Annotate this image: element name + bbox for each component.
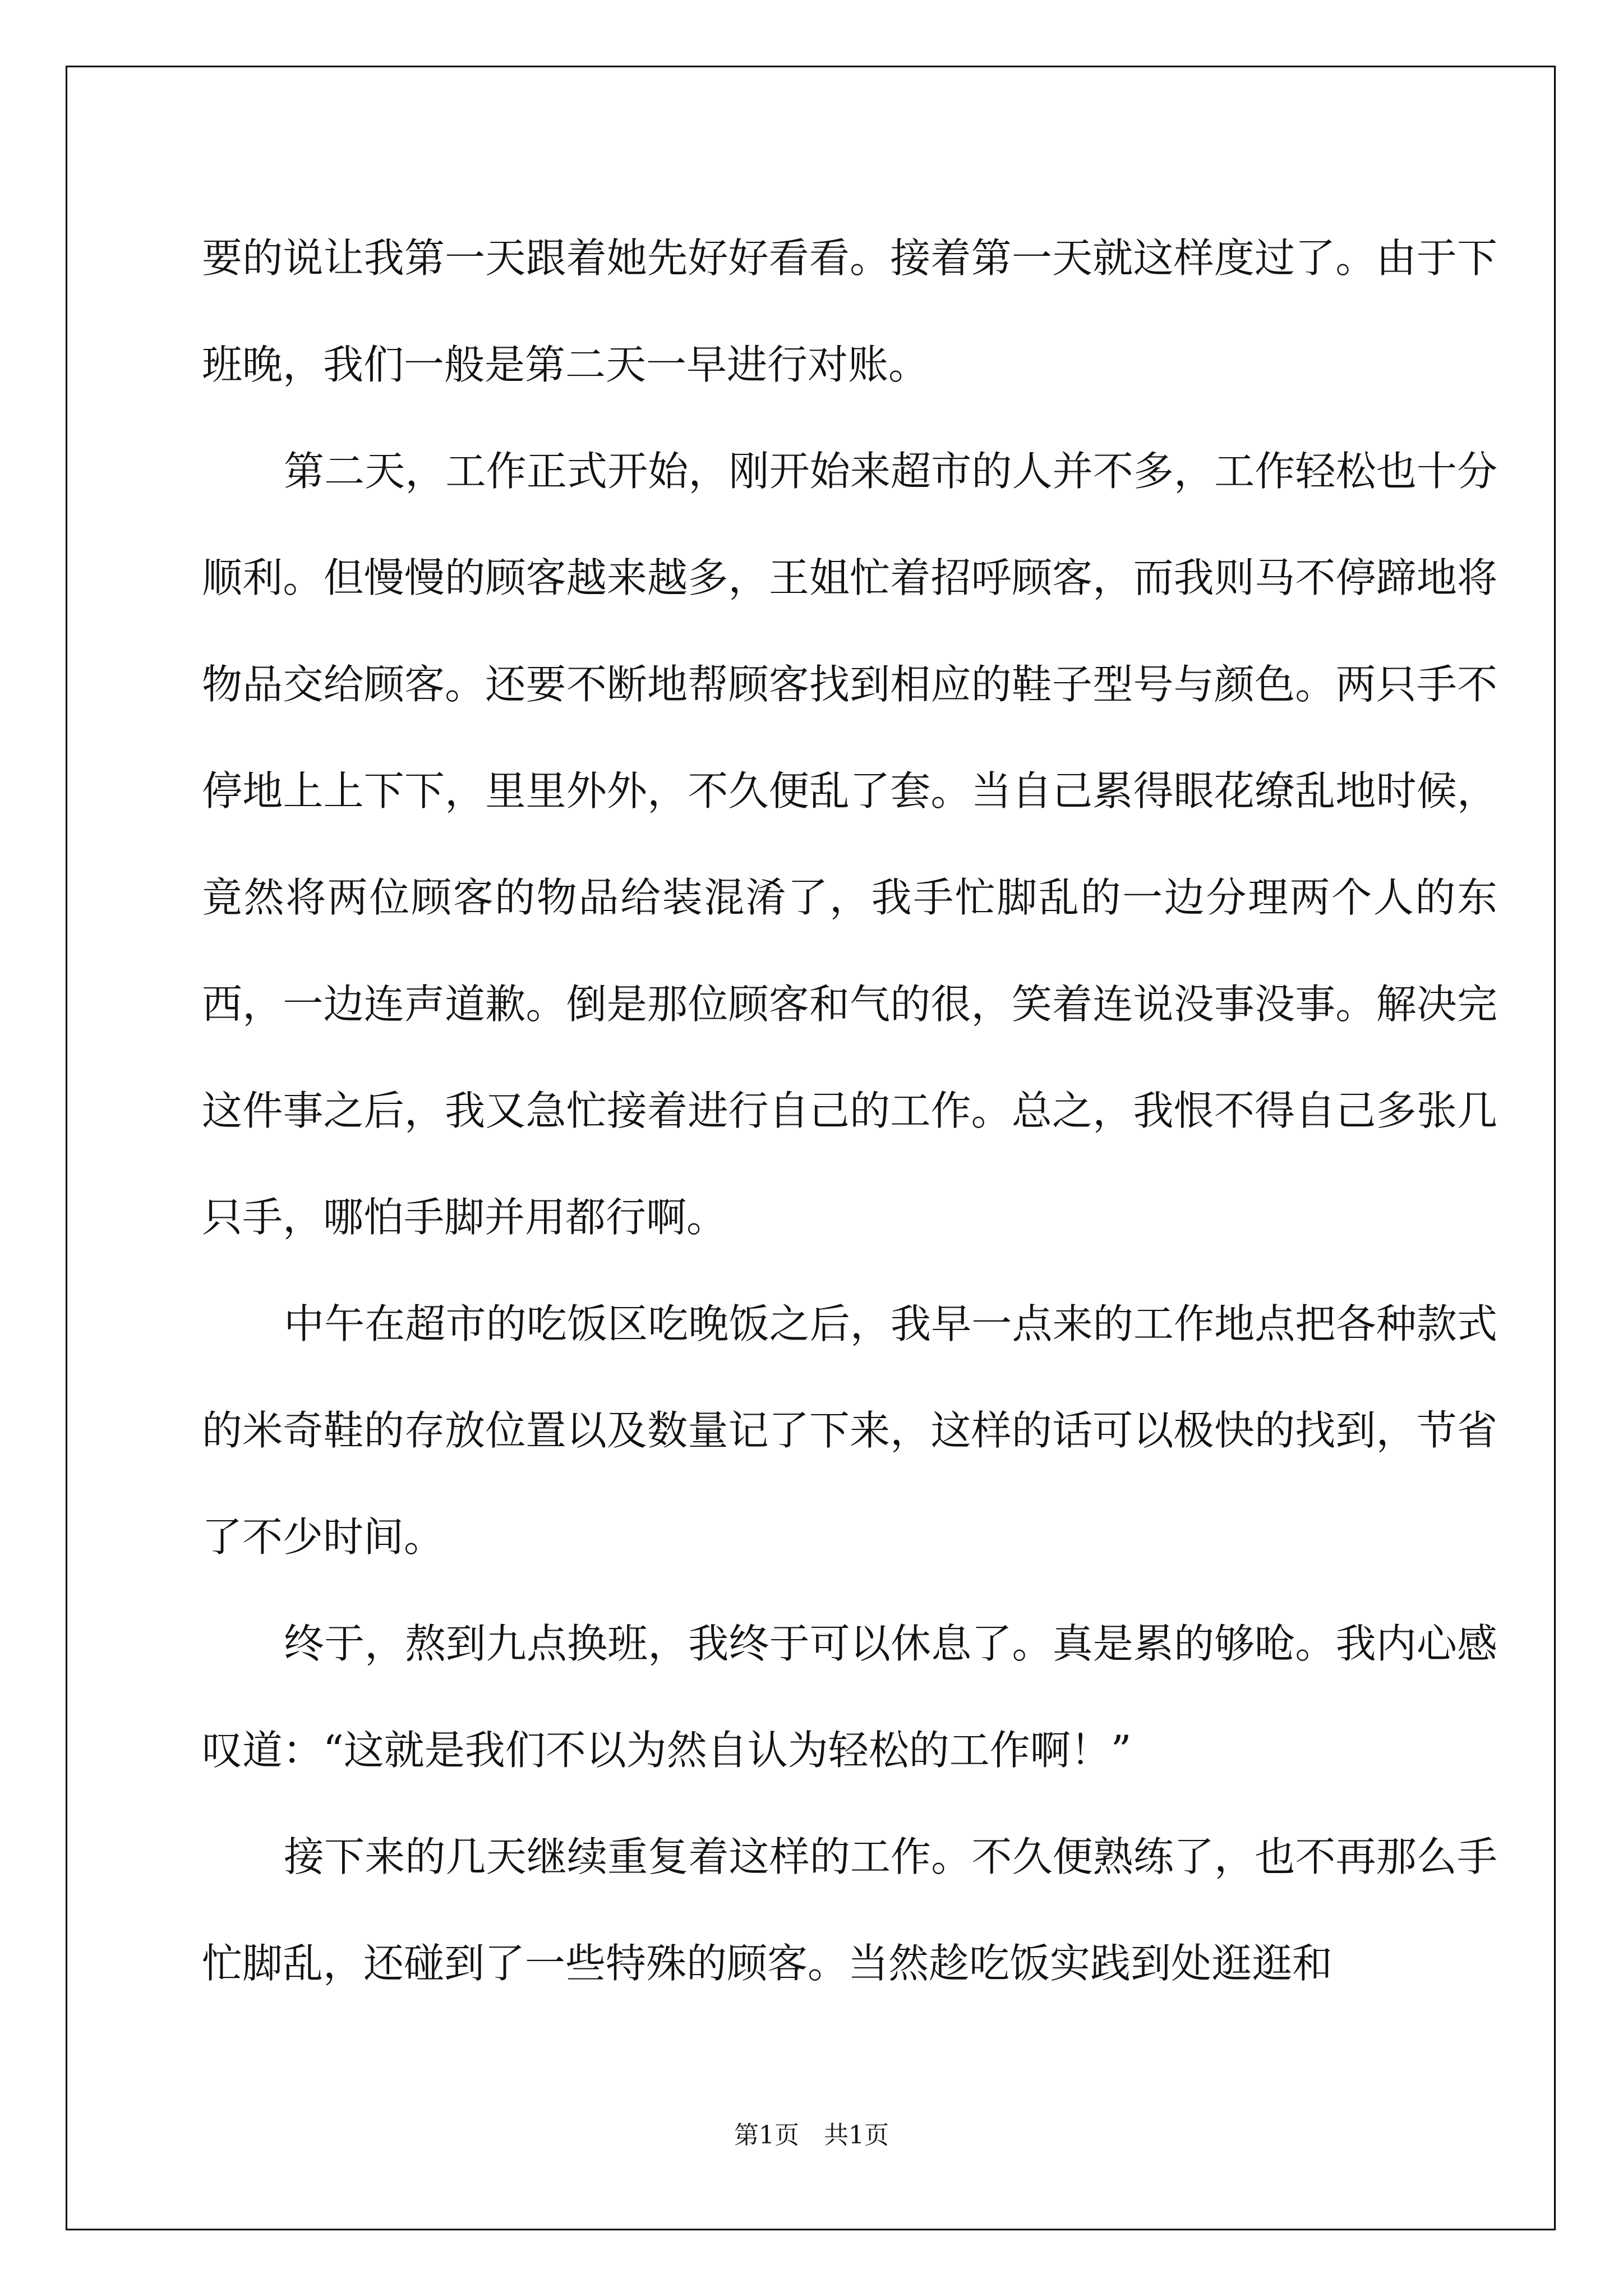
paragraph: 第二天，工作正式开始，刚开始来超市的人并不多，工作轻松也十分顺利。但慢慢的顾客越来越多，王姐忙着招呼顾客，而我则马不停蹄地将物品交给顾客。还要不断地帮顾客找到相应的鞋子型号与颜色。两只手不停地上上下下，里里外外，不久便乱了套。当自己累得眼花缭乱地时候，竟然将两位顾客的物品给装混淆了，我手忙脚乱的一边分理两个人的东西，一边连声道歉。倒是那位顾客和气的很，笑着连说没事没事。解决完这件事之后，我又急忙接着进行自己的工作。总之，我恨不得自己多张几只手，哪怕手脚并用都行啊。 xyxy=(202,448,1497,1241)
paragraph: 终于，熬到九点换班，我终于可以休息了。真是累的够呛。我内心感叹道：“这就是我们不以为然自认为轻松的工作啊！” xyxy=(202,1620,1497,1774)
paragraph: 接下来的几天继续重复着这样的工作。不久便熟练了，也不再那么手忙脚乱，还碰到了一些特殊的顾客。当然趁吃饭实践到处逛逛和 xyxy=(202,1833,1497,1987)
page-number-footer: 第1页 共1页 xyxy=(734,2121,889,2150)
document-body xyxy=(202,205,1497,2017)
paragraph-continuation: 要的说让我第一天跟着她先好好看看。接着第一天就这样度过了。由于下班晚，我们一般是第二天一早进行对账。 xyxy=(202,234,1497,388)
paragraph: 中午在超市的吃饭区吃晚饭之后，我早一点来的工作地点把各种款式的米奇鞋的存放位置以及数量记了下来，这样的话可以极快的找到，节省了不少时间。 xyxy=(202,1300,1497,1561)
